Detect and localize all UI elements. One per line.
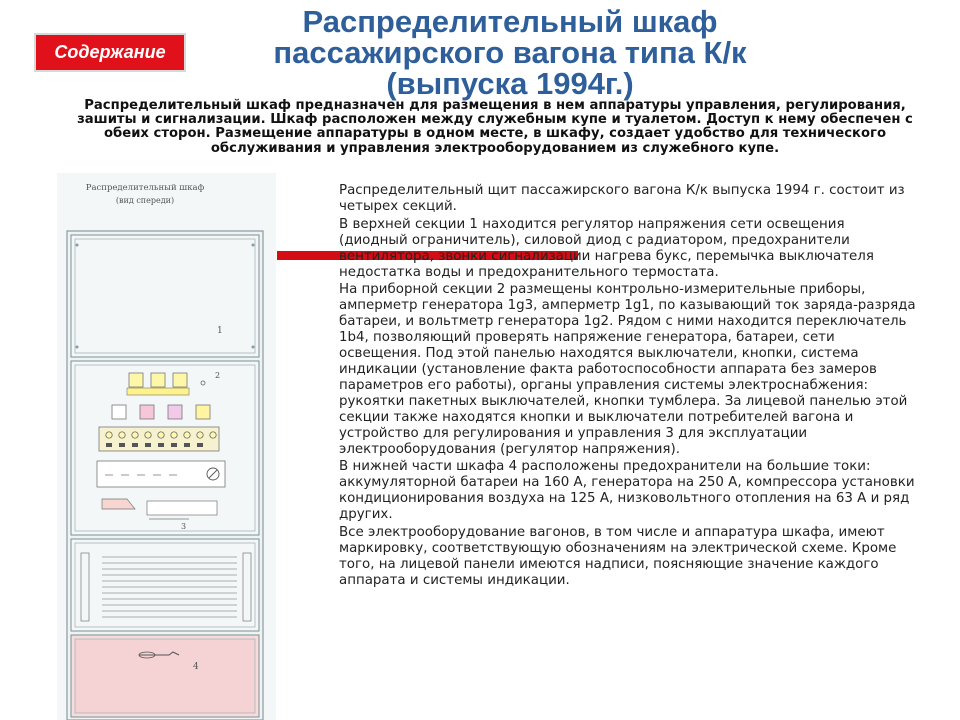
slide-title bbox=[190, 6, 830, 99]
intro-paragraph: Распределительный шкаф предназначен для размещения в нем аппаратуры управления, регулирования, зашиты и сигнализации. Шкаф расположен между служебным купе и туалетом. Доступ к нему обеспечен с обеих сторон. Размещение аппаратуры в одном месте, в шкафу, создает удобство для технического обслуживания и управления электрооборудованием из служебного купе. bbox=[77, 98, 913, 156]
cabinet-drawing bbox=[57, 173, 276, 720]
cabinet-section-grille bbox=[71, 539, 259, 631]
paragraph-4: В нижней части шкафа 4 расположены предохранители на большие токи: аккумуляторной батареи на 160 А, генератора на 250 А, компрессора установки кондиционирования воздуха на 125 А, низковольтного отопления на 63 А и ряд других. bbox=[339, 459, 915, 523]
section-number-2: 2 bbox=[215, 371, 221, 380]
section-number-4: 4 bbox=[193, 662, 199, 672]
body-text bbox=[339, 183, 917, 591]
cabinet-section-1 bbox=[71, 235, 259, 357]
paragraph-5: Все электрооборудование вагонов, в том числе и аппаратура шкафа, имеют маркировку, соответствующую обозначениям на электрической схеме. Кроме того, на лицевой панели имеются надписи, поясняющие значение каждого аппарата и системы индикации. bbox=[339, 525, 897, 588]
figure-caption-1: Распределительный шкаф bbox=[85, 183, 205, 193]
cabinet-illustration bbox=[57, 173, 276, 720]
paragraph-3: На приборной секции 2 размещены контрольно-измерительные приборы, амперметр генератора 1g3, амперметр 1g1, по казывающий ток заряда-разряда батареи, и вольтметр генератора 1g2. Рядом с ними находится переключатель 1b4, позволяющий проверять напряжение генератора, батареи, сети освещения. Под этой панелью находятся выключатели, кнопки, система индикации (установление факта работоспособности аппарата без замеров параметров его работы), органы управления системы электроснабжения: рукоятки пакетных выключателей, кнопки тумблера. За лицевой панелью этой секции также находятся кнопки и выключатели потребителей вагона и устройство для регулирования и управления 3 для эксплуатации электрооборудования (регулятор напряжения). bbox=[339, 282, 916, 457]
cabinet-section-4 bbox=[71, 635, 259, 717]
paragraph-1: Распределительный щит пассажирского вагона К/к выпуска 1994 г. состоит из четырех секций. bbox=[339, 183, 905, 214]
title-line-2: пассажирского вагона типа К/к bbox=[273, 35, 747, 70]
title-line-3: (выпуска 1994г.) bbox=[386, 66, 634, 101]
section-number-3: 3 bbox=[181, 522, 187, 531]
figure-caption-2: (вид спереди) bbox=[115, 196, 175, 205]
section-number-1: 1 bbox=[217, 326, 223, 336]
title-line-1: Распределительный шкаф bbox=[302, 4, 718, 39]
contents-button[interactable]: Содержание bbox=[34, 33, 186, 72]
paragraph-2: В верхней секции 1 находится регулятор напряжения сети освещения (диодный ограничитель), силовой диод с радиатором, предохранители вентилятора, звонки сигнализации нагрева букс, перемычка выключателя недостатка воды и предохранительного термостата. bbox=[339, 216, 874, 280]
cabinet-section-2 bbox=[71, 361, 259, 535]
